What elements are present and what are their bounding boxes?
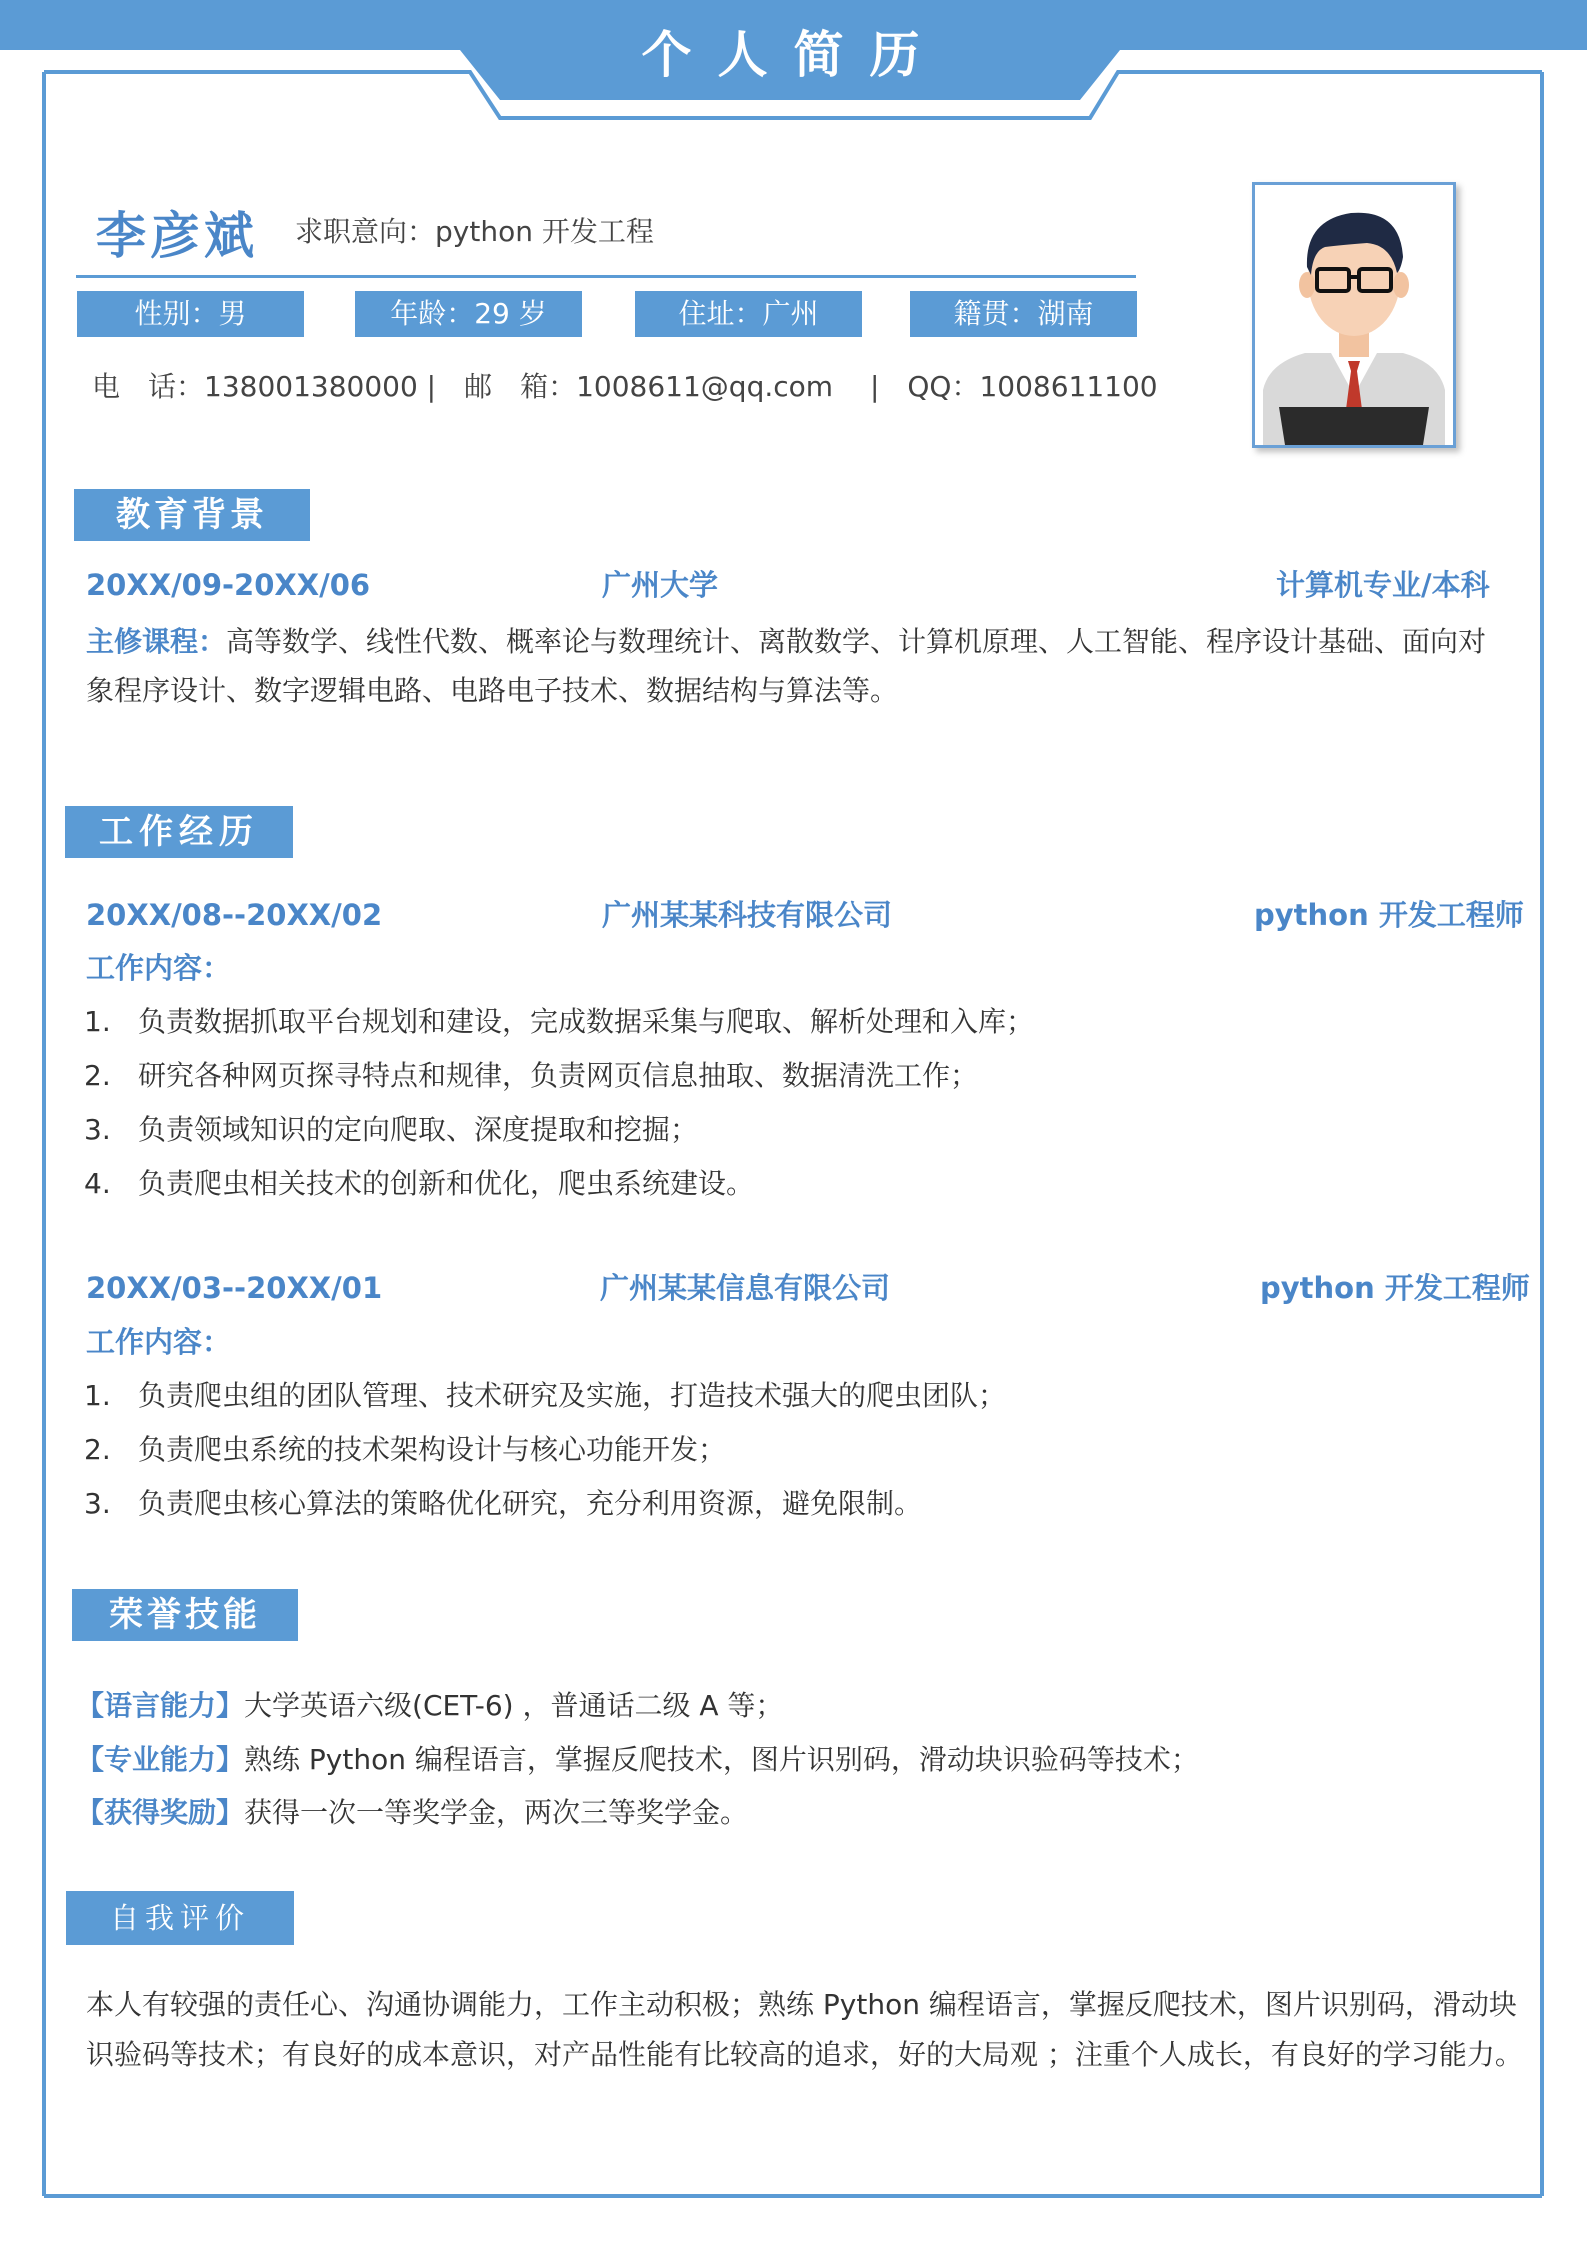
honor-language-label: 【语言能力】 bbox=[76, 1689, 245, 1722]
honor-professional bbox=[76, 1740, 1199, 1780]
contact-info: 电 话：138001380000 | 邮 箱：1008611@qq.com | QQ：1008611100 bbox=[92, 370, 1158, 403]
edu-major: 计算机专业/本科 bbox=[1276, 568, 1490, 602]
edu-school: 广州大学 bbox=[602, 568, 719, 602]
job1-company: 广州某某科技有限公司 bbox=[602, 898, 893, 932]
tag-address: 住址：广州 bbox=[635, 291, 862, 337]
honor-awards-text: 获得一次一等奖学金，两次三等奖学金。 bbox=[244, 1796, 749, 1829]
section-work-header: 工作经历 bbox=[65, 806, 293, 858]
tag-hometown: 籍贯：湖南 bbox=[910, 291, 1137, 337]
honor-awards-label: 【获得奖励】 bbox=[76, 1796, 245, 1829]
honor-language-text: 大学英语六级(CET-6) ，普通话二级 A 等； bbox=[244, 1689, 784, 1722]
honor-professional-text: 熟练 Python 编程语言，掌握反爬技术，图片识别码，滑动块识验码等技术； bbox=[244, 1743, 1199, 1776]
honor-language bbox=[76, 1686, 783, 1726]
job1-item2-text: 研究各种网页探寻特点和规律，负责网页信息抽取、数据清洗工作； bbox=[138, 1059, 979, 1092]
job2-item3-num: 3. bbox=[84, 1487, 111, 1520]
edu-courses-text1: 高等数学、线性代数、概率论与数理统计、离散数学、计算机原理、人工智能、程序设计基础、面向对 bbox=[226, 625, 1487, 658]
resume-title: 个人简历 bbox=[641, 26, 946, 84]
job-intent-label: 求职意向： bbox=[295, 215, 436, 248]
edu-period: 20XX/09-20XX/06 bbox=[86, 568, 371, 602]
job1-item3-text: 负责领域知识的定向爬取、深度提取和挖掘； bbox=[138, 1113, 699, 1146]
job2-role: python 开发工程师 bbox=[1260, 1271, 1530, 1305]
job1-role: python 开发工程师 bbox=[1254, 898, 1524, 932]
tag-gender: 性别：男 bbox=[77, 291, 304, 337]
job1-item4-num: 4. bbox=[84, 1167, 111, 1200]
section-self-eval-header: 自我评价 bbox=[66, 1891, 294, 1945]
edu-courses-line2: 象程序设计、数字逻辑电路、电路电子技术、数据结构与算法等。 bbox=[86, 674, 899, 707]
job1-item2-num: 2. bbox=[84, 1059, 111, 1092]
tag-age: 年龄：29 岁 bbox=[355, 291, 582, 337]
job1-content-label: 工作内容： bbox=[86, 951, 232, 985]
section-honors-header: 荣誉技能 bbox=[72, 1589, 298, 1641]
honor-awards bbox=[76, 1793, 748, 1833]
job2-item1-num: 1. bbox=[84, 1379, 111, 1412]
job2-company: 广州某某信息有限公司 bbox=[600, 1271, 891, 1305]
name-divider bbox=[76, 275, 1136, 278]
honor-professional-label: 【专业能力】 bbox=[76, 1743, 245, 1776]
job-intent-value: python 开发工程 bbox=[435, 215, 654, 248]
section-education-header: 教育背景 bbox=[74, 489, 310, 541]
avatar bbox=[1252, 182, 1456, 448]
edu-courses-label: 主修课程： bbox=[86, 625, 227, 658]
edu-courses-line1 bbox=[86, 622, 1486, 662]
candidate-name: 李彦斌 bbox=[96, 207, 258, 265]
avatar-icon bbox=[1255, 185, 1453, 445]
job2-period: 20XX/03--20XX/01 bbox=[86, 1271, 383, 1305]
job1-period: 20XX/08--20XX/02 bbox=[86, 898, 383, 932]
job1-item4-text: 负责爬虫相关技术的创新和优化，爬虫系统建设。 bbox=[138, 1167, 755, 1200]
job2-item2-text: 负责爬虫系统的技术架构设计与核心功能开发； bbox=[138, 1433, 727, 1466]
job2-content-label: 工作内容： bbox=[86, 1325, 232, 1359]
job2-item2-num: 2. bbox=[84, 1433, 111, 1466]
job1-item3-num: 3. bbox=[84, 1113, 111, 1146]
job-intent bbox=[295, 212, 654, 252]
job1-item1-text: 负责数据抓取平台规划和建设，完成数据采集与爬取、解析处理和入库； bbox=[138, 1005, 1035, 1038]
job2-item3-text: 负责爬虫核心算法的策略优化研究，充分利用资源，避免限制。 bbox=[138, 1487, 923, 1520]
job1-item1-num: 1. bbox=[84, 1005, 111, 1038]
self-eval-text: 本人有较强的责任心、沟通协调能力，工作主动积极；熟练 Python 编程语言，掌握反爬技术，图片识别码，滑动块识验码等技术；有良好的成本意识，对产品性能有比较高的追求，好的大局观 ；注重个人成长，有良好的学习能力。 bbox=[86, 1988, 1523, 2071]
job2-item1-text: 负责爬虫组的团队管理、技术研究及实施，打造技术强大的爬虫团队； bbox=[138, 1379, 1007, 1412]
